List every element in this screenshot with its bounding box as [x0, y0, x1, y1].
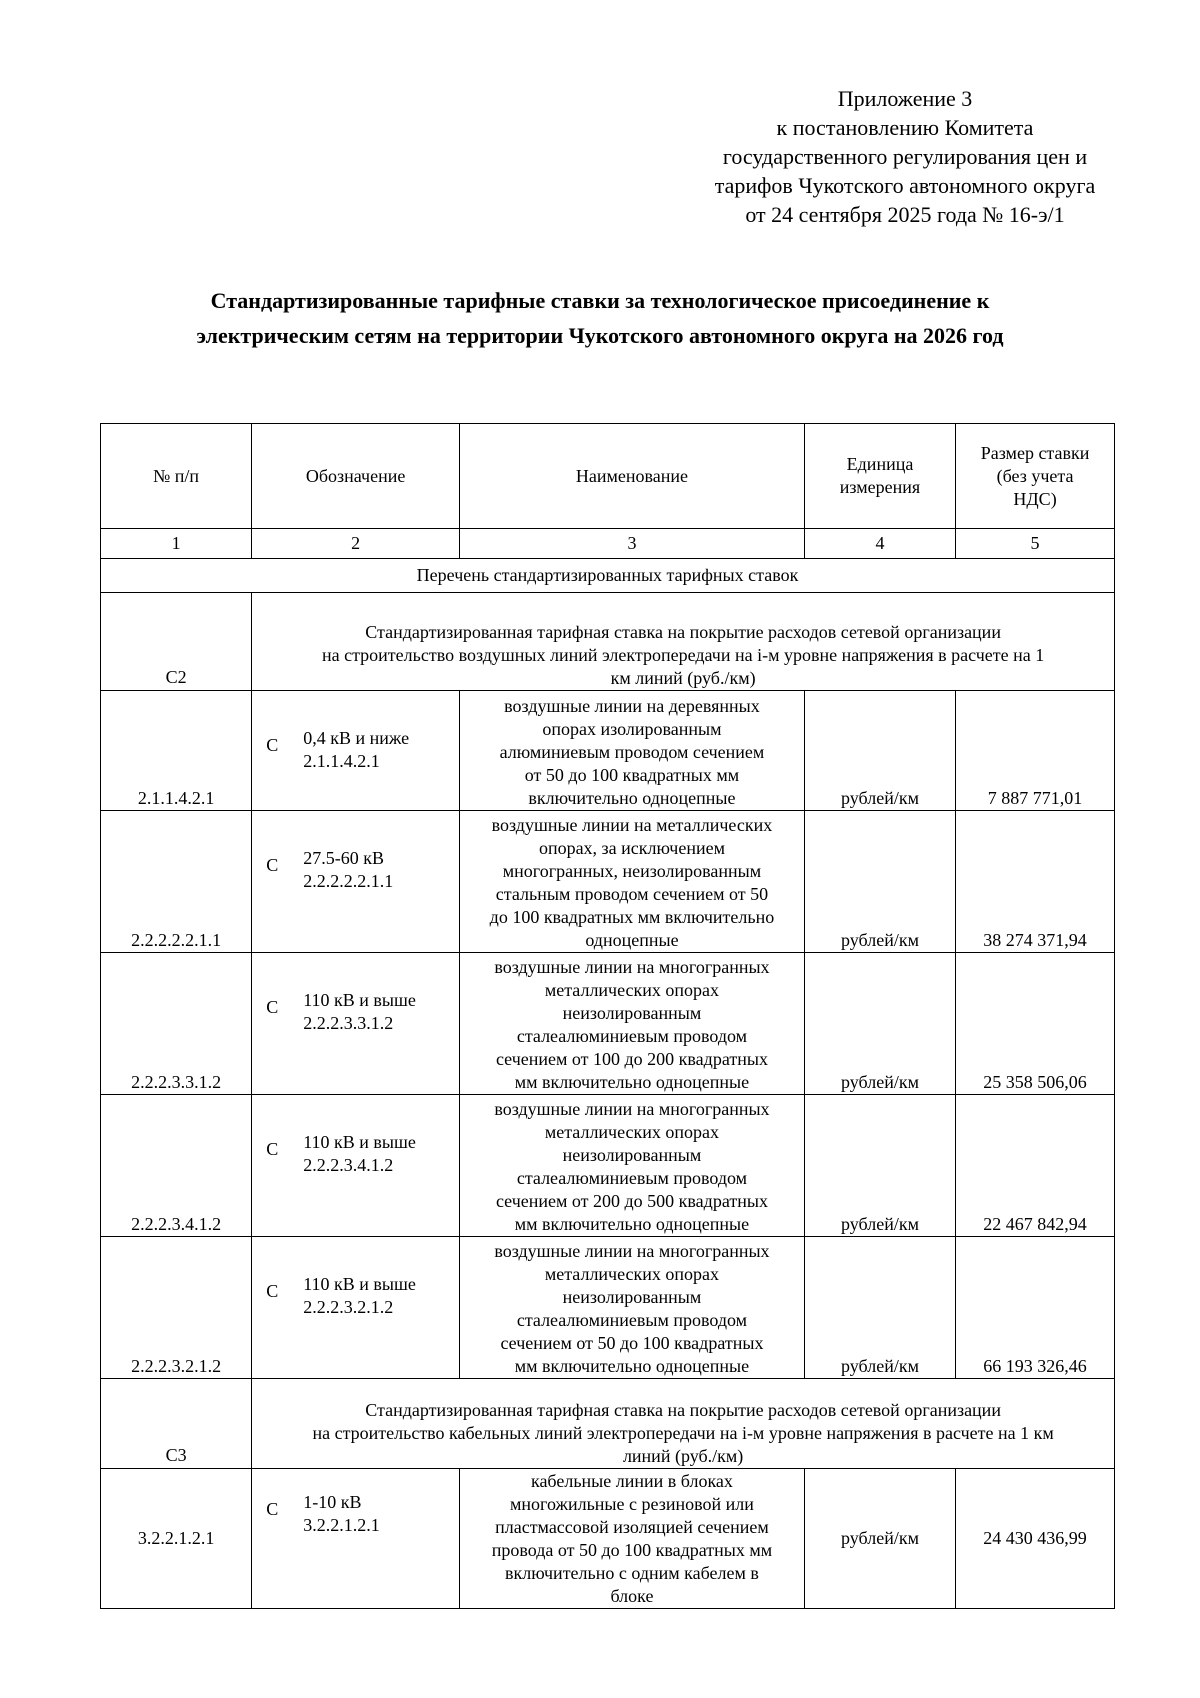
row-name-line: включительно одноцепные [528, 788, 736, 808]
row-name [460, 811, 805, 953]
column-number: 2 [252, 529, 460, 559]
row-name-line: металлических опорах [544, 1122, 720, 1142]
designation-voltage: 110 кВ и выше [303, 1274, 416, 1294]
row-value: 25 358 506,06 [956, 953, 1115, 1095]
row-unit: рублей/км [804, 1237, 955, 1379]
group-description-line: на строительство воздушных линий электропередачи на i-м уровне напряжения в расчете на 1 [321, 645, 1045, 665]
row-unit: рублей/км [804, 1469, 955, 1609]
designation-letter: С [266, 855, 279, 875]
header-unit-line: измерения [839, 477, 921, 497]
header-unit [804, 424, 955, 529]
list-title-row [101, 559, 1115, 593]
row-name-line: от 50 до 100 квадратных мм [524, 765, 740, 785]
row-value: 38 274 371,94 [956, 811, 1115, 953]
row-code: 2.1.1.4.2.1 [101, 691, 252, 811]
group-row [101, 1379, 1115, 1469]
tariff-rates-table [100, 423, 1115, 1609]
row-name-line: сталеалюминиевым проводом [516, 1026, 748, 1046]
row-name-line: металлических опорах [544, 1264, 720, 1284]
designation-letter: С [266, 1139, 279, 1159]
group-code: С3 [101, 1379, 252, 1469]
row-name-line: многожильные с резиновой или [510, 1494, 754, 1514]
group-description-line: Стандартизированная тарифная ставка на покрытие расходов сетевой организации [365, 1400, 1001, 1420]
row-code: 2.2.2.3.4.1.2 [101, 1095, 252, 1237]
designation-subcode: 3.2.2.1.2.1 [303, 1515, 380, 1535]
row-name-line: до 100 квадратных мм включительно [489, 907, 775, 927]
row-unit: рублей/км [804, 691, 955, 811]
table-row [101, 811, 1115, 953]
row-designation [252, 953, 460, 1095]
designation-voltage: 110 кВ и выше [303, 1132, 416, 1152]
row-designation [252, 1237, 460, 1379]
row-designation [252, 1095, 460, 1237]
group-description-line: Стандартизированная тарифная ставка на покрытие расходов сетевой организации [365, 622, 1001, 642]
designation-letter: С [266, 1281, 279, 1301]
row-name-line: воздушные линии на многогранных [494, 1099, 770, 1119]
table-row [101, 691, 1115, 811]
table-header-row [101, 424, 1115, 529]
row-name-line: неизолированным [562, 1003, 702, 1023]
row-name-line: сечением от 200 до 500 квадратных [495, 1191, 768, 1211]
appendix-line: государственного регулирования цен и [722, 144, 1088, 169]
row-designation [252, 691, 460, 811]
row-name-line: воздушные линии на деревянных [504, 696, 760, 716]
row-name-line: сталеалюминиевым проводом [516, 1310, 748, 1330]
header-rate-line: НДС) [1013, 488, 1057, 509]
designation-subcode: 2.2.2.3.3.1.2 [303, 1013, 394, 1033]
row-name-line: пластмассовой изоляцией сечением [495, 1517, 769, 1537]
row-name-line: неизолированным [562, 1145, 702, 1165]
designation-voltage: 0,4 кВ и ниже [303, 728, 410, 748]
group-description-line: линий (руб./км) [622, 1446, 744, 1466]
header-designation: Обозначение [252, 424, 460, 529]
appendix-line: Приложение 3 [837, 86, 973, 111]
row-name-line: включительно с одним кабелем в [505, 1563, 759, 1583]
designation-subcode: 2.2.2.2.2.1.1 [303, 871, 394, 891]
row-name-line: сталеалюминиевым проводом [516, 1168, 748, 1188]
group-description [252, 1379, 1115, 1469]
column-number: 4 [804, 529, 955, 559]
row-name-line: мм включительно одноцепные [514, 1356, 750, 1376]
row-name-line: стальным проводом сечением от 50 [495, 884, 769, 904]
designation-letter: С [266, 997, 279, 1017]
designation-voltage: 27.5-60 кВ [303, 848, 384, 868]
designation-voltage: 1-10 кВ [303, 1492, 362, 1512]
row-name-line: воздушные линии на металлических [491, 815, 773, 835]
row-name-line: сечением от 100 до 200 квадратных [495, 1049, 768, 1069]
row-value: 22 467 842,94 [956, 1095, 1115, 1237]
title-line: электрическим сетям на территории Чукотского автономного округа на 2026 год [196, 323, 1004, 348]
header-rate [956, 424, 1115, 529]
row-name-line: неизолированным [562, 1287, 702, 1307]
row-code: 2.2.2.3.3.1.2 [101, 953, 252, 1095]
row-name-line: сечением от 50 до 100 квадратных [500, 1333, 764, 1353]
table-row [101, 1095, 1115, 1237]
row-name-line: алюминиевым проводом сечением [499, 742, 765, 762]
row-unit: рублей/км [804, 1095, 955, 1237]
row-name-line: металлических опорах [544, 980, 720, 1000]
appendix-line: к постановлению Комитета [776, 115, 1034, 140]
row-name-line: опорах, за исключением [538, 838, 725, 858]
designation-letter: С [266, 735, 279, 755]
row-value: 7 887 771,01 [956, 691, 1115, 811]
header-rate-line: Размер ставки [980, 442, 1090, 463]
appendix-line: тарифов Чукотского автономного округа [714, 173, 1096, 198]
group-code: С2 [101, 593, 252, 691]
row-name [460, 691, 805, 811]
row-unit: рублей/км [804, 811, 955, 953]
header-rate-line: (без учета [996, 465, 1074, 486]
designation-subcode: 2.2.2.3.2.1.2 [303, 1297, 394, 1317]
row-code: 3.2.2.1.2.1 [101, 1469, 252, 1609]
row-name [460, 953, 805, 1095]
row-code: 2.2.2.2.2.1.1 [101, 811, 252, 953]
list-title: Перечень стандартизированных тарифных ставок [101, 559, 1115, 593]
document-title [100, 283, 1100, 353]
row-name [460, 1237, 805, 1379]
row-unit: рублей/км [804, 953, 955, 1095]
appendix-line: от 24 сентября 2025 года № 16-э/1 [745, 202, 1065, 227]
row-name-line: провода от 50 до 100 квадратных мм [491, 1540, 773, 1560]
designation-subcode: 2.2.2.3.4.1.2 [303, 1155, 394, 1175]
column-number: 3 [460, 529, 805, 559]
row-name-line: многогранных, неизолированным [502, 861, 762, 881]
designation-subcode: 2.1.1.4.2.1 [303, 751, 380, 771]
row-name-line: воздушные линии на многогранных [494, 957, 770, 977]
title-line: Стандартизированные тарифные ставки за технологическое присоединение к [210, 288, 990, 313]
appendix-header [680, 84, 1130, 229]
row-name-line: опорах изолированным [542, 719, 722, 739]
row-name [460, 1469, 805, 1609]
group-row [101, 593, 1115, 691]
header-name: Наименование [460, 424, 805, 529]
row-name-line: кабельные линии в блоках [530, 1471, 733, 1491]
table-row [101, 1237, 1115, 1379]
row-name [460, 1095, 805, 1237]
row-value: 66 193 326,46 [956, 1237, 1115, 1379]
column-number: 5 [956, 529, 1115, 559]
column-numbers-row [101, 529, 1115, 559]
group-description [252, 593, 1115, 691]
row-designation [252, 811, 460, 953]
row-value: 24 430 436,99 [956, 1469, 1115, 1609]
row-designation [252, 1469, 460, 1609]
designation-voltage: 110 кВ и выше [303, 990, 416, 1010]
row-name-line: мм включительно одноцепные [514, 1214, 750, 1234]
table-row [101, 1469, 1115, 1609]
row-name-line: одноцепные [585, 930, 679, 950]
header-num: № п/п [101, 424, 252, 529]
designation-letter: С [266, 1499, 279, 1519]
row-name-line: мм включительно одноцепные [514, 1072, 750, 1092]
group-description-line: км линий (руб./км) [610, 668, 756, 688]
row-code: 2.2.2.3.2.1.2 [101, 1237, 252, 1379]
row-name-line: блоке [610, 1586, 654, 1606]
column-number: 1 [101, 529, 252, 559]
row-name-line: воздушные линии на многогранных [494, 1241, 770, 1261]
header-unit-line: Единица [846, 454, 914, 474]
table-row [101, 953, 1115, 1095]
group-description-line: на строительство кабельных линий электропередачи на i-м уровне напряжения в расчете на 1 км [312, 1423, 1054, 1443]
